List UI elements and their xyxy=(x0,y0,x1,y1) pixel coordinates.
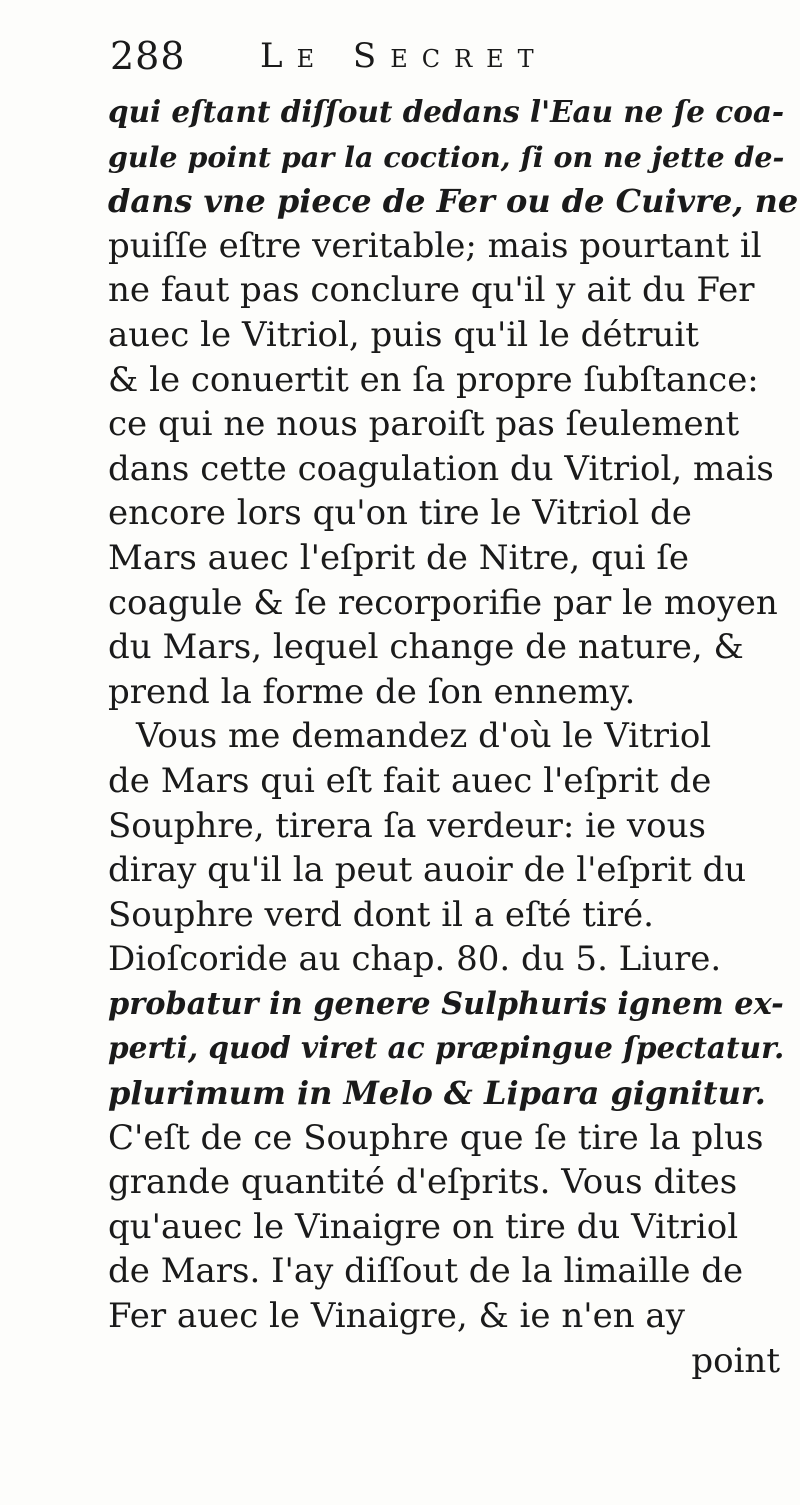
text-line: diray qu'il la peut auoir de l'eſprit du xyxy=(108,850,747,891)
text-line: de Mars qui eſt fait auec l'eſprit de xyxy=(108,760,712,801)
text-line: gule point par la coction, ſi on ne jette de- xyxy=(108,139,785,174)
text-line: Fer auec le Vinaigre, & ie n'en ay xyxy=(108,1296,685,1337)
text-line: coagule & ſe recorporifie par le moyen xyxy=(108,582,778,623)
text-line: qu'auec le Vinaigre on tire du Vitriol xyxy=(108,1206,739,1247)
text-line: & le conuertit en ſa propre ſubſtance: xyxy=(108,359,759,400)
latin-quote-line: probatur in genere Sulphuris ignem ex- xyxy=(108,985,784,1022)
text-line: encore lors qu'on tire le Vitriol de xyxy=(108,493,692,534)
text-line: Dioſcoride au chap. 80. du 5. Liure. xyxy=(108,939,722,980)
text-line: C'eſt de ce Souphre que ſe tire la plus xyxy=(108,1117,764,1158)
text-line: puiſſe eſtre veritable; mais pourtant il xyxy=(108,225,762,266)
text-line: qui eſtant diſſout dedans l'Eau ne ſe coa- xyxy=(108,94,785,129)
latin-quote-line: perti, quod viret ac præpingue ſpectatur. xyxy=(108,1030,785,1066)
paragraph-start-line: Vous me demandez d'où le Vitriol xyxy=(136,716,712,757)
running-head: Le Secret xyxy=(260,36,548,76)
text-line: Mars auec l'eſprit de Nitre, qui ſe xyxy=(108,537,690,578)
text-line: ce qui ne nous paroiſt pas ſeulement xyxy=(108,404,740,445)
catchword: point xyxy=(691,1340,780,1381)
text-line: du Mars, lequel change de nature, & xyxy=(108,627,744,668)
text-line: Souphre verd dont il a eſté tiré. xyxy=(108,894,654,935)
latin-quote-line: plurimum in Melo & Lipara gignitur. xyxy=(108,1074,766,1113)
text-line: dans cette coagulation du Vitriol, mais xyxy=(108,448,774,489)
text-line: auec le Vitriol, puis qu'il le détruit xyxy=(108,314,699,355)
page-number: 288 xyxy=(110,34,186,78)
text-line: de Mars. I'ay diſſout de la limaille de xyxy=(108,1251,744,1292)
text-line: dans vne piece de Fer ou de Cuivre, ne xyxy=(108,182,799,221)
page-header xyxy=(110,34,790,84)
text-line: prend la forme de ſon ennemy. xyxy=(108,671,636,712)
text-line: Souphre, tirera ſa verdeur: ie vous xyxy=(108,805,706,846)
body-text xyxy=(108,90,798,1383)
text-line: grande quantité d'eſprits. Vous dites xyxy=(108,1162,738,1203)
text-line: ne faut pas conclure qu'il y ait du Fer xyxy=(108,270,755,311)
